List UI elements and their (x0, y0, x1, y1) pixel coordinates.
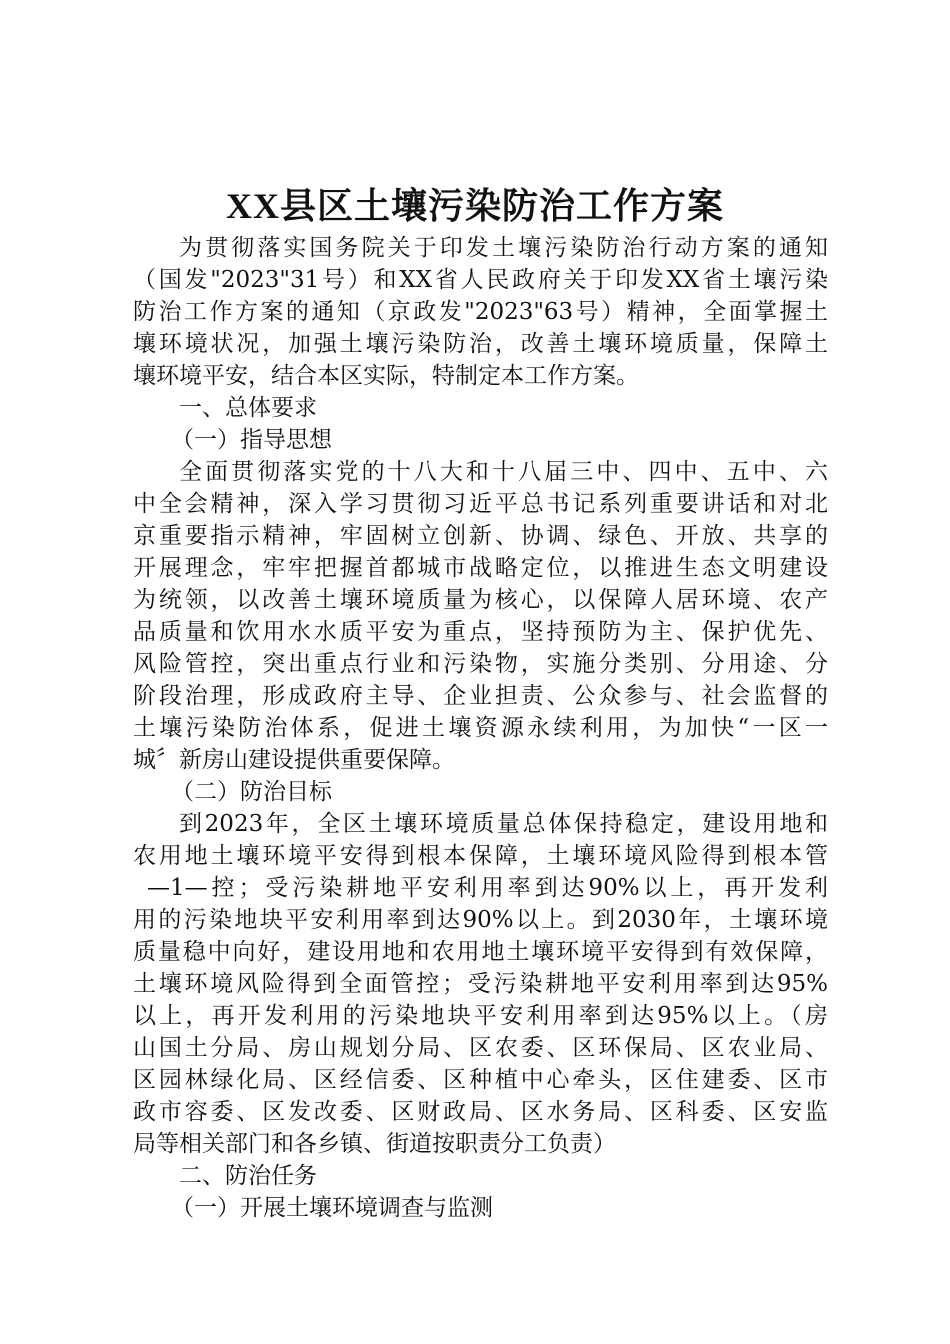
paragraph-line: 区园林绿化局、区经信委、区种植中心牵头，区住建委、区市 (133, 1067, 828, 1093)
paragraph-line: 城〞新房山建设提供重要保障。 (133, 747, 455, 773)
paragraph-line: 土壤污染防治体系，促进土壤资源永续利用，为加快“一区一 (133, 715, 828, 741)
paragraph-line: 开展理念，牢牢把握首都城市战略定位，以推进生态文明建设 (133, 555, 828, 581)
paragraph-line: 阶段治理，形成政府主导、企业担责、公众参与、社会监督的 (133, 683, 828, 709)
paragraph-line: 土壤环境风险得到全面管控；受污染耕地平安利用率到达95% (133, 971, 828, 997)
paragraph-line: 为贯彻落实国务院关于印发土壤污染防治行动方案的通知 (179, 235, 828, 261)
paragraph-line: 中全会精神，深入学习贯彻习近平总书记系列重要讲话和对北 (133, 491, 828, 517)
paragraph-line: 风险管控，突出重点行业和污染物，实施分类别、分用途、分 (133, 651, 828, 677)
paragraph-line: 用的污染地块平安利用率到达90%以上。到2030年，土壤环境 (133, 907, 828, 933)
section-heading: 一、总体要求 (179, 395, 317, 421)
paragraph-line: 山国土分局、房山规划分局、区农委、区环保局、区农业局、 (133, 1035, 828, 1061)
title-prefix: XX县区土壤污染防治工作方案 (226, 186, 724, 226)
paragraph-line: 质量稳中向好，建设用地和农用地土壤环境平安得到有效保障， (133, 939, 828, 965)
subsection-heading: （一）指导思想 (171, 427, 332, 453)
paragraph-line: 壤环境平安，结合本区实际，特制定本工作方案。 (133, 363, 639, 389)
paragraph-line: 到2023年，全区土壤环境质量总体保持稳定，建设用地和 (179, 811, 828, 837)
paragraph-line: 防治工作方案的通知（京政发"2023"63号）精神，全面掌握土 (133, 299, 828, 325)
subsection-heading: （二）防治目标 (171, 779, 332, 805)
document-title (0, 180, 950, 233)
paragraph-line: 为统领，以改善土壤环境质量为核心，以保障人居环境、农产 (133, 587, 828, 613)
paragraph-line: 品质量和饮用水水质平安为重点，坚持预防为主、保护优先、 (133, 619, 828, 645)
paragraph-line: 政市容委、区发改委、区财政局、区水务局、区科委、区安监 (133, 1099, 828, 1125)
paragraph-line: 局等相关部门和各乡镇、街道按职责分工负责） (133, 1131, 616, 1157)
paragraph-line-page-break: —1—控；受污染耕地平安利用率到达90%以上，再开发利 (147, 875, 828, 901)
paragraph-line: （国发"2023"31号）和XX省人民政府关于印发XX省土壤污染 (133, 267, 828, 293)
paragraph-line: 农用地土壤环境平安得到根本保障，土壤环境风险得到根本管 (133, 843, 828, 869)
paragraph-line: 壤环境状况，加强土壤污染防治，改善土壤环境质量，保障土 (133, 331, 828, 357)
paragraph-line: 京重要指示精神，牢固树立创新、协调、绿色、开放、共享的 (133, 523, 828, 549)
paragraph-line: 以上，再开发利用的污染地块平安利用率到达95%以上。（房 (133, 1003, 828, 1029)
section-heading: 二、防治任务 (179, 1163, 317, 1189)
document-body (133, 232, 828, 1224)
paragraph-line: 全面贯彻落实党的十八大和十八届三中、四中、五中、六 (179, 459, 828, 485)
subsection-heading: （一）开展土壤环境调查与监测 (171, 1195, 493, 1221)
